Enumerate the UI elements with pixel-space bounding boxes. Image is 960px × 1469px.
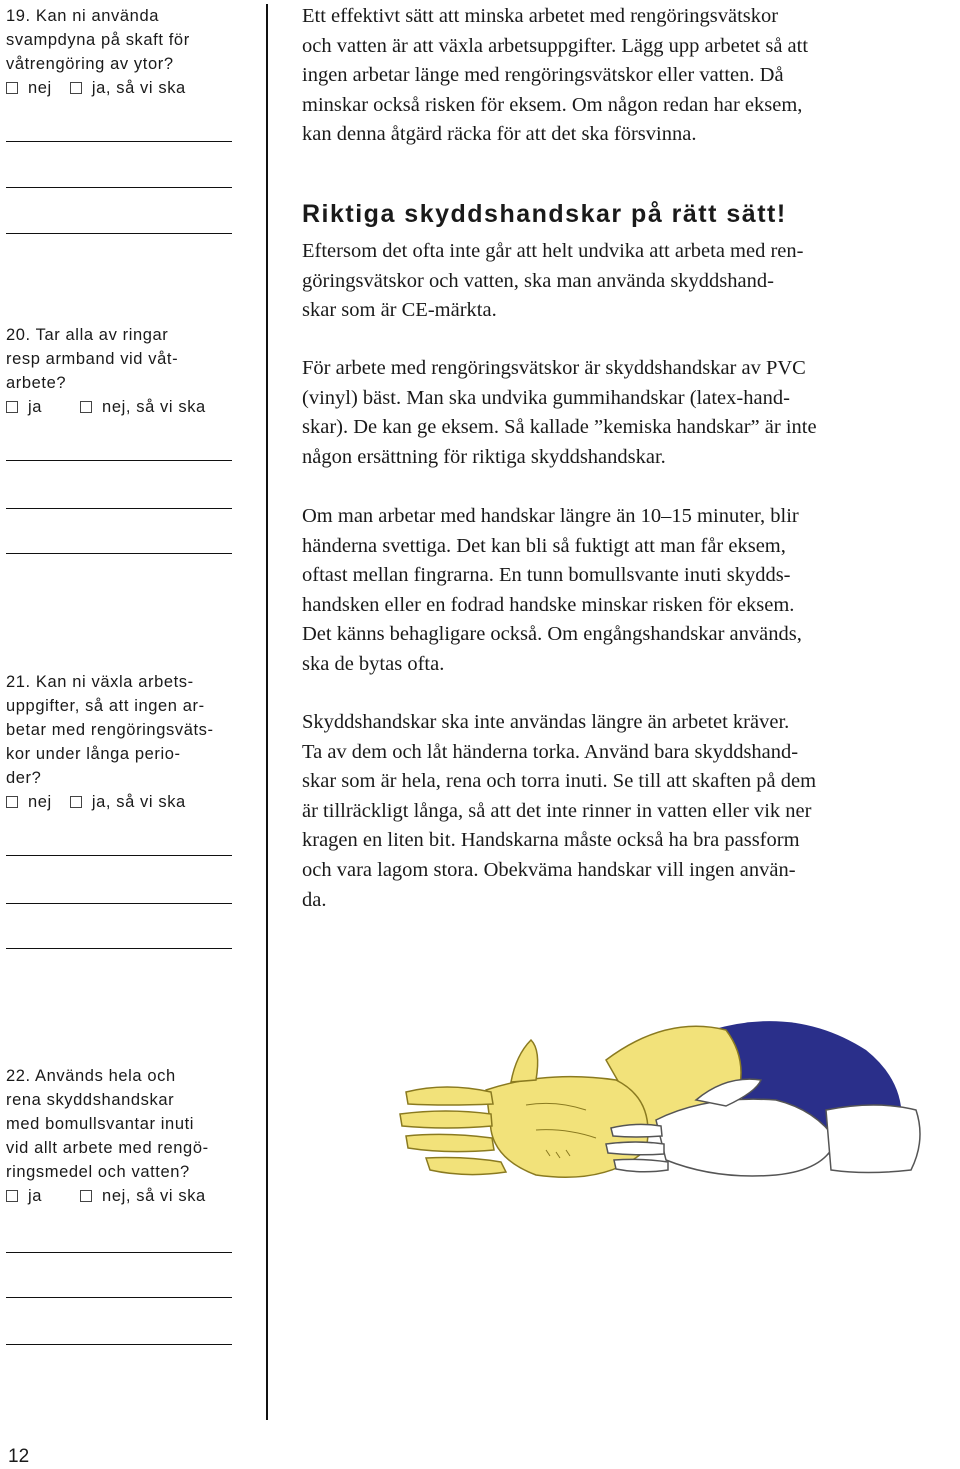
option-nej[interactable] [6,790,52,814]
paragraph-4 [302,708,960,915]
answer-line[interactable] [6,508,232,509]
option-ja-sa-vi-ska[interactable] [70,790,186,814]
answer-options [6,790,238,814]
checkbox[interactable] [70,796,82,808]
answer-line[interactable] [6,233,232,234]
answer-line[interactable] [6,948,232,949]
answer-line[interactable] [6,460,232,461]
option-nej-sa-vi-ska[interactable] [80,395,206,419]
checkbox[interactable] [6,796,18,808]
option-nej[interactable] [6,76,52,100]
option-label: nej [28,793,52,811]
intro-paragraph [302,2,960,150]
question-text: 22. Används hela och rena skyddshandskar med bomullsvantar inuti vid allt arbete med rengö- ringsmedel och vatten? [6,1067,209,1181]
checkbox[interactable] [6,401,18,413]
checkbox[interactable] [80,401,92,413]
paragraph-2 [302,354,960,472]
white-cuff [826,1105,920,1173]
option-ja[interactable] [6,1184,42,1208]
paragraph-text: Ett effektivt sätt att minska arbetet med rengöringsvätskor och vatten är att växla arbetsuppgifter. Lägg upp arbetet så att ingen arbetar länge med rengöringsvätskor eller vatten. Då minskar också risken för eksem. Om någon redan har eksem, kan denna åtgärd räcka för att det ska försvinna. [302,5,809,146]
question-21 [6,670,238,814]
option-label: nej, så vi ska [102,398,206,416]
answer-line[interactable] [6,1297,232,1298]
paragraph-text: Eftersom det ofta inte går att helt undvika att arbeta med ren- göringsvätskor och vatten, ska man använda skyddshand- skar som är CE-märkta. [302,240,804,322]
question-text: 19. Kan ni använda svampdyna på skaft för våtrengöring av ytor? [6,7,190,73]
answer-line[interactable] [6,1252,232,1253]
column-divider [266,4,268,1420]
checkbox[interactable] [6,1190,18,1202]
checkbox[interactable] [6,82,18,94]
answer-options [6,395,238,419]
page-number: 12 [8,1446,30,1467]
option-ja-sa-vi-ska[interactable] [70,76,186,100]
answer-line[interactable] [6,187,232,188]
option-label: nej [28,79,52,97]
answer-line[interactable] [6,1344,232,1345]
paragraph-1 [302,237,960,326]
paragraph-text: För arbete med rengöringsvätskor är skyddshandskar av PVC (vinyl) bäst. Man ska undvika gummihandskar (latex-hand- skar). De kan ge eksem. Så kallade ”kemiska handskar” är inte någon ersättning för riktiga skyddshandskar. [302,357,817,468]
question-20 [6,323,238,419]
option-label: ja [28,398,43,416]
answer-line[interactable] [6,855,232,856]
section-heading: Riktiga skyddshandskar på rätt sätt! [302,200,787,228]
question-19 [6,4,238,100]
question-text: 21. Kan ni växla arbets- uppgifter, så att ingen ar- betar med rengöringsväts- kor under långa perio- der? [6,673,214,787]
checkbox[interactable] [80,1190,92,1202]
question-text: 20. Tar alla av ringar resp armband vid våt- arbete? [6,326,179,392]
answer-line[interactable] [6,553,232,554]
option-label: nej, så vi ska [102,1187,206,1205]
option-label: ja, så vi ska [91,79,186,97]
paragraph-3 [302,502,960,680]
paragraph-text: Skyddshandskar ska inte användas längre än arbetet kräver. Ta av dem och låt händerna torka. Använd bara skyddshand- skar som är hela, rena och torra inuti. Se till att skaften på dem är tillräckligt långa, så att det inte rinner in vatten eller vik ner kragen en liten bit. Handskarna måste också ha bra passform och vara lagom stora. Obekväma handskar vill ingen använ- da. [302,711,817,911]
question-22 [6,1064,238,1208]
option-label: ja, så vi ska [91,793,186,811]
answer-options [6,1184,238,1208]
answer-line[interactable] [6,141,232,142]
option-nej-sa-vi-ska[interactable] [80,1184,206,1208]
answer-options [6,76,238,100]
checkbox[interactable] [70,82,82,94]
option-label: ja [28,1187,43,1205]
answer-line[interactable] [6,903,232,904]
paragraph-text: Om man arbetar med handskar längre än 10–15 minuter, blir händerna svettiga. Det kan bli så fuktigt att man får eksem, oftast mellan fingrarna. En tunn bomullsvante inuti skydds- handsken eller en fodrad handske minskar risken för eksem. Det känns behagligare också. Om engångshandskar används, ska de bytas ofta. [302,505,802,675]
option-ja[interactable] [6,395,42,419]
gloves-illustration [396,1010,952,1210]
